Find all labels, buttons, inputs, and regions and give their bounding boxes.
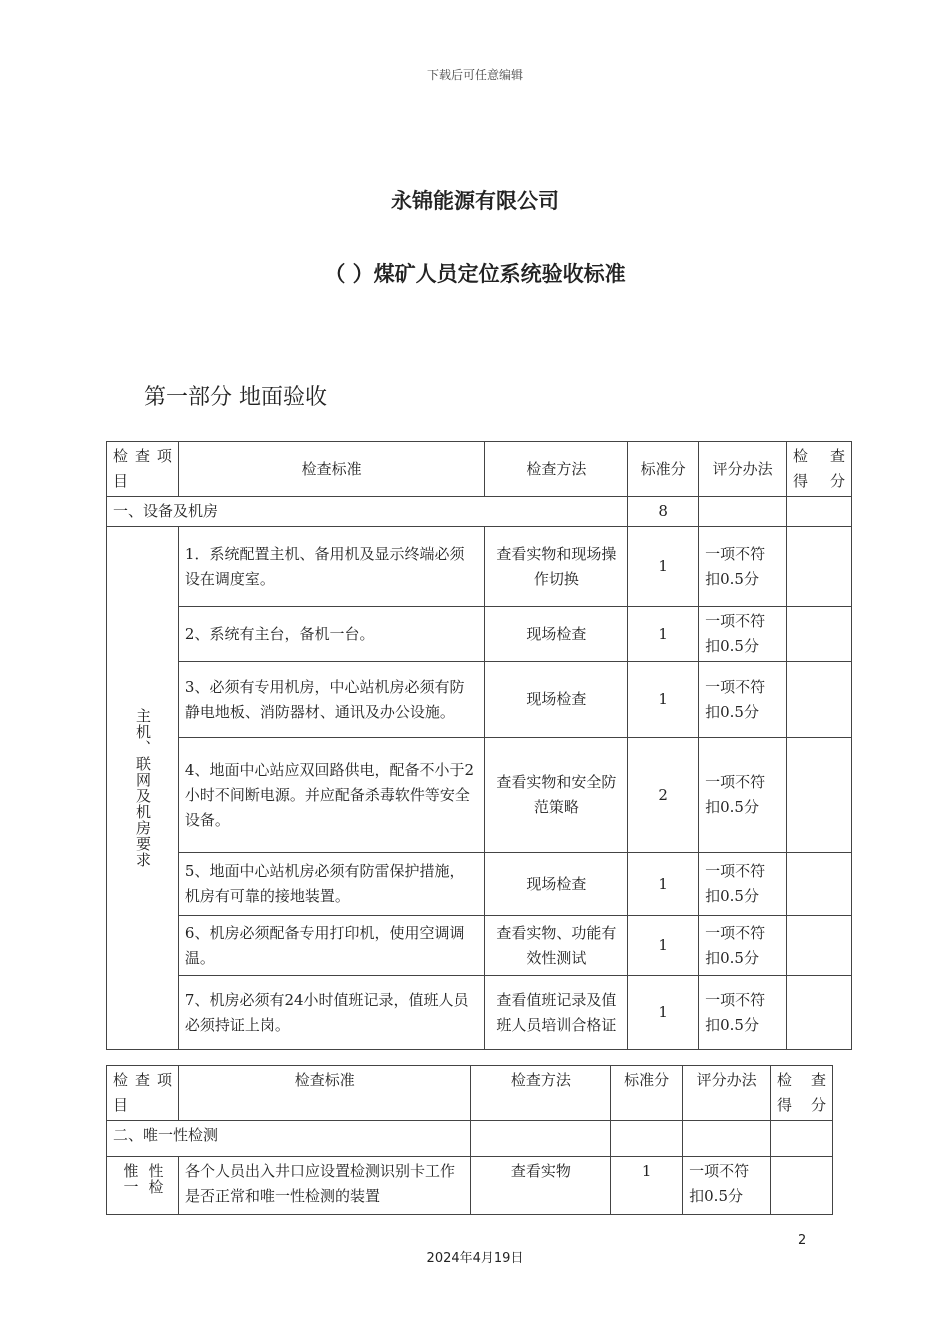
row-score: 1 [628,662,699,738]
row-method: 查看实物和现场操作切换 [485,527,628,607]
row-result [787,527,852,607]
row-result [787,916,852,976]
table-header-row [107,1066,833,1121]
table-row [107,1157,833,1215]
row-rule: 一项不符扣0.5分 [699,916,787,976]
row-standard: 3、必须有专用机房，中心站机房必须有防静电地板、消防器材、通讯及办公设施。 [178,662,485,738]
row-rule: 一项不符扣0.5分 [699,662,787,738]
header-item: 检 查 项 目 [107,442,179,497]
row-score: 1 [611,1157,683,1215]
row-standard: 7、机房必须有24小时值班记录，值班人员必须持证上岗。 [178,976,485,1050]
row-rule: 一项不符扣0.5分 [699,976,787,1050]
table-row [107,607,852,662]
row-method: 查看实物、功能有效性测试 [485,916,628,976]
header-result: 检 查 得 分 [787,442,852,497]
table-header-row [107,442,852,497]
header-score: 标准分 [611,1066,683,1121]
row-result [771,1157,833,1215]
row-score: 1 [628,527,699,607]
row-result [787,853,852,916]
table-row [107,662,852,738]
row-method: 现场检查 [485,662,628,738]
row-score: 1 [628,976,699,1050]
header-rule: 评分办法 [699,442,787,497]
table-row [107,527,852,607]
row-method: 现场检查 [485,607,628,662]
row-score: 1 [628,853,699,916]
table-row [107,976,852,1050]
row-standard: 4、地面中心站应双回路供电，配备不小于2小时不间断电源。并应配备杀毒软件等安全设备。 [178,738,485,853]
table-row [107,916,852,976]
category-row [107,497,852,527]
category-label: 一、设备及机房 [107,497,628,527]
row-standard: 6、机房必须配备专用打印机，使用空调调温。 [178,916,485,976]
row-method: 现场检查 [485,853,628,916]
header-method: 检查方法 [485,442,628,497]
footer-date: 2024年4月19日 [426,1251,524,1266]
row-score: 1 [628,607,699,662]
row-method: 查看实物 [471,1157,611,1215]
row-result [787,976,852,1050]
header-note: 下载后可任意编辑 [426,68,523,82]
document-title: （ ）煤矿人员定位系统验收标准 [324,262,626,286]
table-row [107,853,852,916]
row-method: 查看值班记录及值班人员培训合格证 [485,976,628,1050]
category-label: 二、唯一性检测 [107,1121,471,1157]
table-row [107,738,852,853]
header-method: 检查方法 [471,1066,611,1121]
company-title: 永锦能源有限公司 [391,189,559,213]
header-standard: 检查标准 [178,442,485,497]
row-rule: 一项不符扣0.5分 [683,1157,771,1215]
row-result [787,738,852,853]
acceptance-table-2 [106,1065,833,1215]
row-standard: 5、地面中心站机房必须有防雷保护措施，机房有可靠的接地装置。 [178,853,485,916]
header-standard: 检查标准 [178,1066,470,1121]
row-score: 2 [628,738,699,853]
page-number: 2 [798,1233,807,1248]
category-score: 8 [628,497,699,527]
header-score: 标准分 [628,442,699,497]
row-result [787,607,852,662]
row-standard: 各个人员出入井口应设置检测识别卡工作是否正常和唯一性检测的装置 [178,1157,470,1215]
row-score: 1 [628,916,699,976]
row-standard: 2、系统有主台，备机一台。 [178,607,485,662]
row-result [787,662,852,738]
row-standard: 1．系统配置主机、备用机及显示终端必须设在调度室。 [178,527,485,607]
header-item: 检 查 项 目 [107,1066,179,1121]
row-rule: 一项不符扣0.5分 [699,738,787,853]
row-rule: 一项不符扣0.5分 [699,607,787,662]
header-result: 检 查 得 分 [771,1066,833,1121]
group-label: 惟一性检 [107,1157,179,1215]
row-method: 查看实物和安全防范策略 [485,738,628,853]
header-rule: 评分办法 [683,1066,771,1121]
row-rule: 一项不符扣0.5分 [699,853,787,916]
category-row [107,1121,833,1157]
group-label: 主机、联网及机房要求 [107,527,179,1050]
acceptance-table-1 [106,441,852,1050]
row-rule: 一项不符扣0.5分 [699,527,787,607]
section-title: 第一部分 地面验收 [144,385,327,410]
